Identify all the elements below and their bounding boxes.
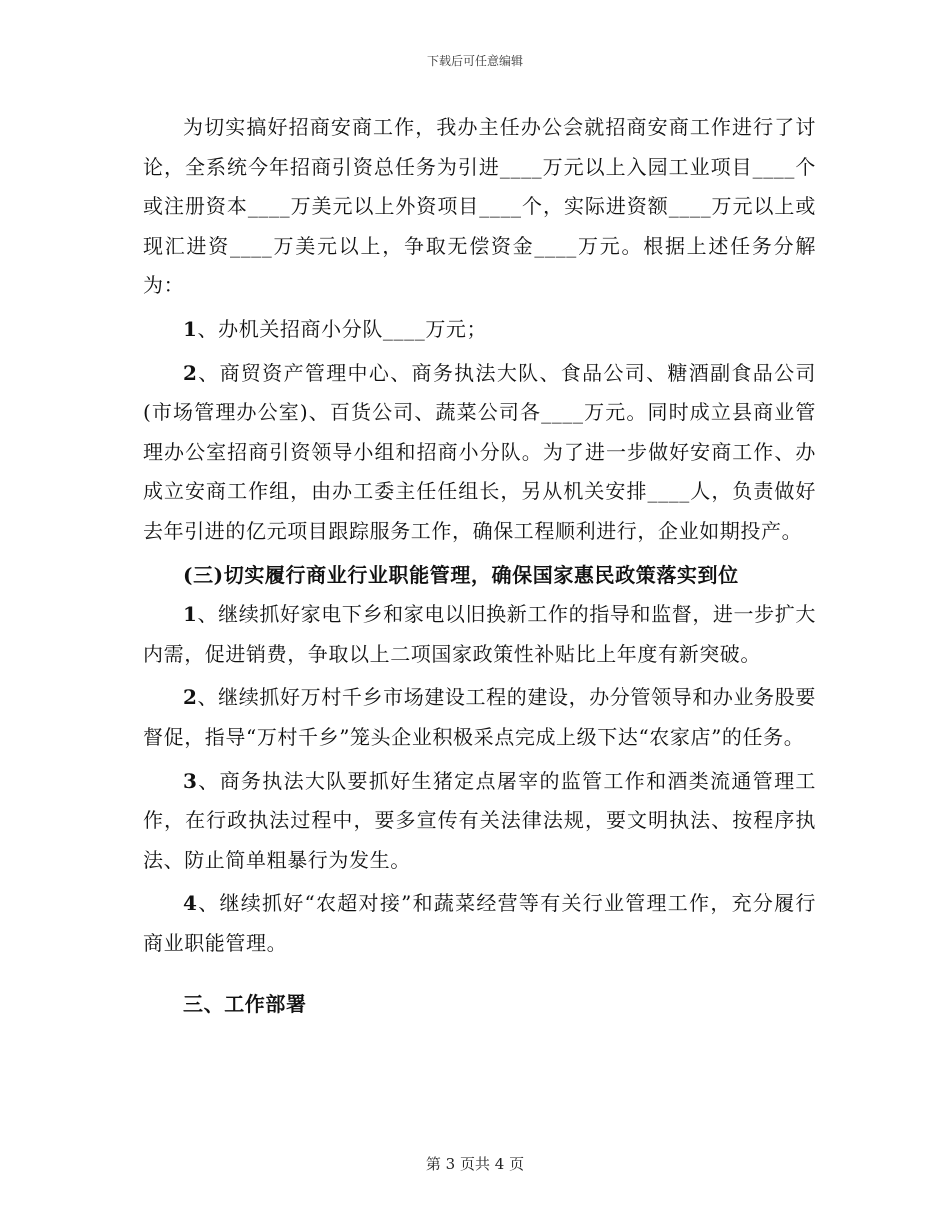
section-heading-3: (三)切实履行商业行业职能管理，确保国家惠民政策落实到位 [183, 562, 739, 587]
paragraph-item-2 [143, 354, 816, 552]
paragraph-text: 、继续抓好万村千乡市场建设工程的建设，办分管领导和办业务股要督促，指导“万村千乡”笼头企业积极采点完成上级下达“农家店”的任务。 [143, 685, 816, 749]
item-number: 1 [183, 602, 198, 627]
section3-item-3 [143, 762, 816, 881]
paragraph-text: 、商贸资产管理中心、商务执法大队、食品公司、糖酒副食品公司(市场管理办公室)、百货公司、蔬菜公司各____万元。同时成立县商业管理办公室招商引资领导小组和招商小分队。为了进一步做好安商工作、办成立安商工作组，由办工委主任任组长，另从机关安排____人，负责做好去年引进的亿元项目跟踪服务工作，确保工程顺利进行，企业如期投产。 [143, 360, 816, 543]
item-number: 2 [183, 360, 198, 385]
item-number: 2 [183, 685, 198, 710]
page-footer: 第 3 页共 4 页 [425, 1155, 525, 1173]
document-body [143, 108, 816, 1025]
section3-item-4 [143, 884, 816, 963]
paragraph-intro [143, 108, 816, 306]
paragraph-text: 、办机关招商小分队____万元； [197, 316, 488, 341]
item-number: 3 [183, 768, 198, 793]
paragraph-text: 、继续抓好家电下乡和家电以旧换新工作的指导和监督，进一步扩大内需，促进销费，争取以上二项国家政策性补贴比上年度有新突破。 [143, 602, 816, 666]
paragraph-text: 为切实搞好招商安商工作，我办主任办公会就招商安商工作进行了讨论，全系统今年招商引资总任务为引进____万元以上入园工业项目____个或注册资本____万美元以上外资项目____个，实际进资额____万元以上或现汇进资____万美元以上，争取无偿资金____万元。根据上述任务分解为： [143, 115, 816, 298]
section-heading-major: 三、工作部署 [183, 992, 307, 1017]
paragraph-text: 、商务执法大队要抓好生猪定点屠宰的监管工作和酒类流通管理工作，在行政执法过程中，要多宣传有关法律法规，要文明执法、按程序执法、防止简单粗暴行为发生。 [143, 768, 816, 872]
section3-item-2 [143, 678, 816, 757]
page-header: 下载后可任意编辑 [426, 54, 523, 68]
paragraph-text: 、继续抓好“农超对接”和蔬菜经营等有关行业管理工作，充分履行商业职能管理。 [143, 891, 816, 955]
section3-item-1 [143, 595, 816, 674]
paragraph-item-1 [143, 310, 816, 350]
item-number: 1 [183, 316, 198, 341]
item-number: 4 [183, 891, 198, 916]
